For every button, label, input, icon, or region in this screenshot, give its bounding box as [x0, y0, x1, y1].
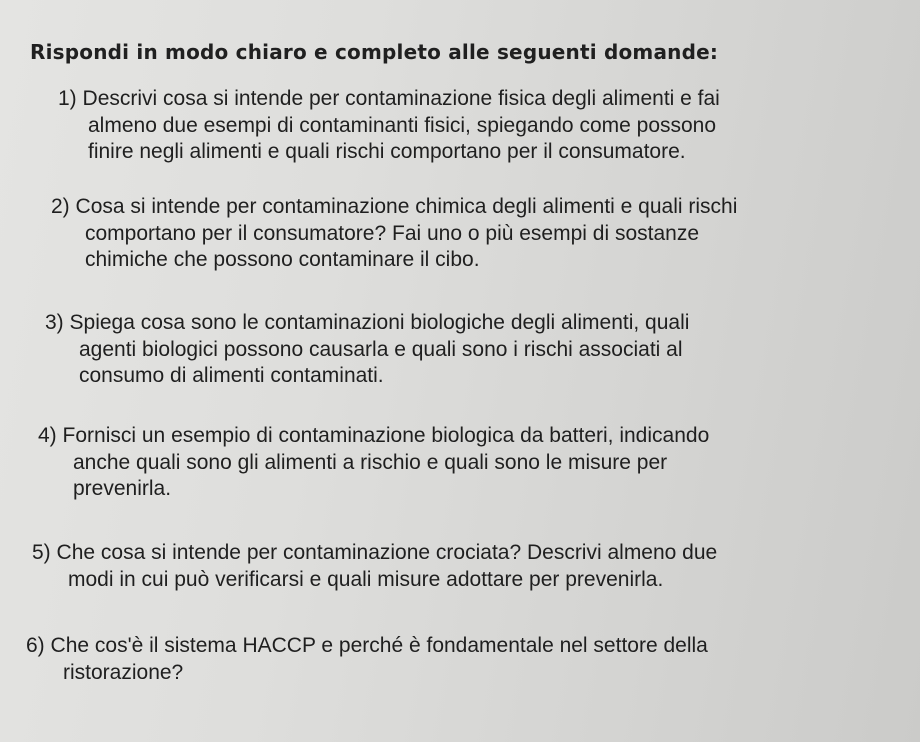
question-1-text-3: finire negli alimenti e quali rischi comportano per il consumatore.: [88, 140, 686, 163]
question-2: [51, 194, 737, 274]
question-1-line-1: [58, 86, 720, 113]
question-3: [45, 310, 689, 390]
question-4-text-2: anche quali sono gli alimenti a rischio e quali sono le misure per: [73, 450, 668, 474]
question-3-line-1: [45, 310, 689, 337]
question-3-text-2: agenti biologici possono causarla e quali sono i rischi associati al: [79, 337, 683, 361]
question-5: [32, 540, 717, 593]
question-1: [58, 86, 720, 166]
question-4-text-1: Fornisci un esempio di contaminazione biologica da batteri, indicando: [62, 424, 710, 447]
question-6: [26, 633, 708, 686]
question-6-text-1: Che cos'è il sistema HACCP e perché è fondamentale nel settore della: [50, 634, 708, 657]
question-1-text-1: Descrivi cosa si intende per contaminazione fisica degli alimenti e fai: [82, 87, 720, 110]
question-4-text-3: prevenirla.: [73, 477, 172, 500]
question-4: [38, 423, 709, 503]
question-1-text-2: almeno due esempi di contaminanti fisici, spiegando come possono: [88, 113, 717, 137]
question-6-text-2: ristorazione?: [63, 660, 184, 684]
question-5-line-1: [32, 540, 717, 567]
question-3-text-3: consumo di alimenti contaminati.: [79, 364, 384, 387]
question-2-text-2: comportano per il consumatore? Fai uno o più esempi di sostanze: [85, 221, 700, 245]
question-5-text-1: Che cosa si intende per contaminazione crociata? Descrivi almeno due: [56, 541, 718, 564]
question-6-line-1: [26, 633, 708, 660]
question-2-line-1: [51, 194, 737, 221]
instructions-heading: Rispondi in modo chiaro e completo alle seguenti domande:: [30, 40, 719, 64]
question-6-number: 6): [26, 634, 45, 657]
question-4-number: 4): [38, 424, 57, 447]
question-3-number: 3): [45, 311, 64, 334]
question-5-text-2: modi in cui può verificarsi e quali misure adottare per prevenirla.: [68, 567, 664, 591]
question-3-text-1: Spiega cosa sono le contaminazioni biologiche degli alimenti, quali: [69, 311, 690, 334]
question-2-text-1: Cosa si intende per contaminazione chimica degli alimenti e quali rischi: [75, 195, 738, 218]
question-2-number: 2): [51, 195, 70, 218]
question-4-line-1: [38, 423, 709, 450]
question-5-number: 5): [32, 541, 51, 564]
question-1-number: 1): [58, 87, 77, 110]
question-2-text-3: chimiche che possono contaminare il cibo.: [85, 248, 480, 271]
